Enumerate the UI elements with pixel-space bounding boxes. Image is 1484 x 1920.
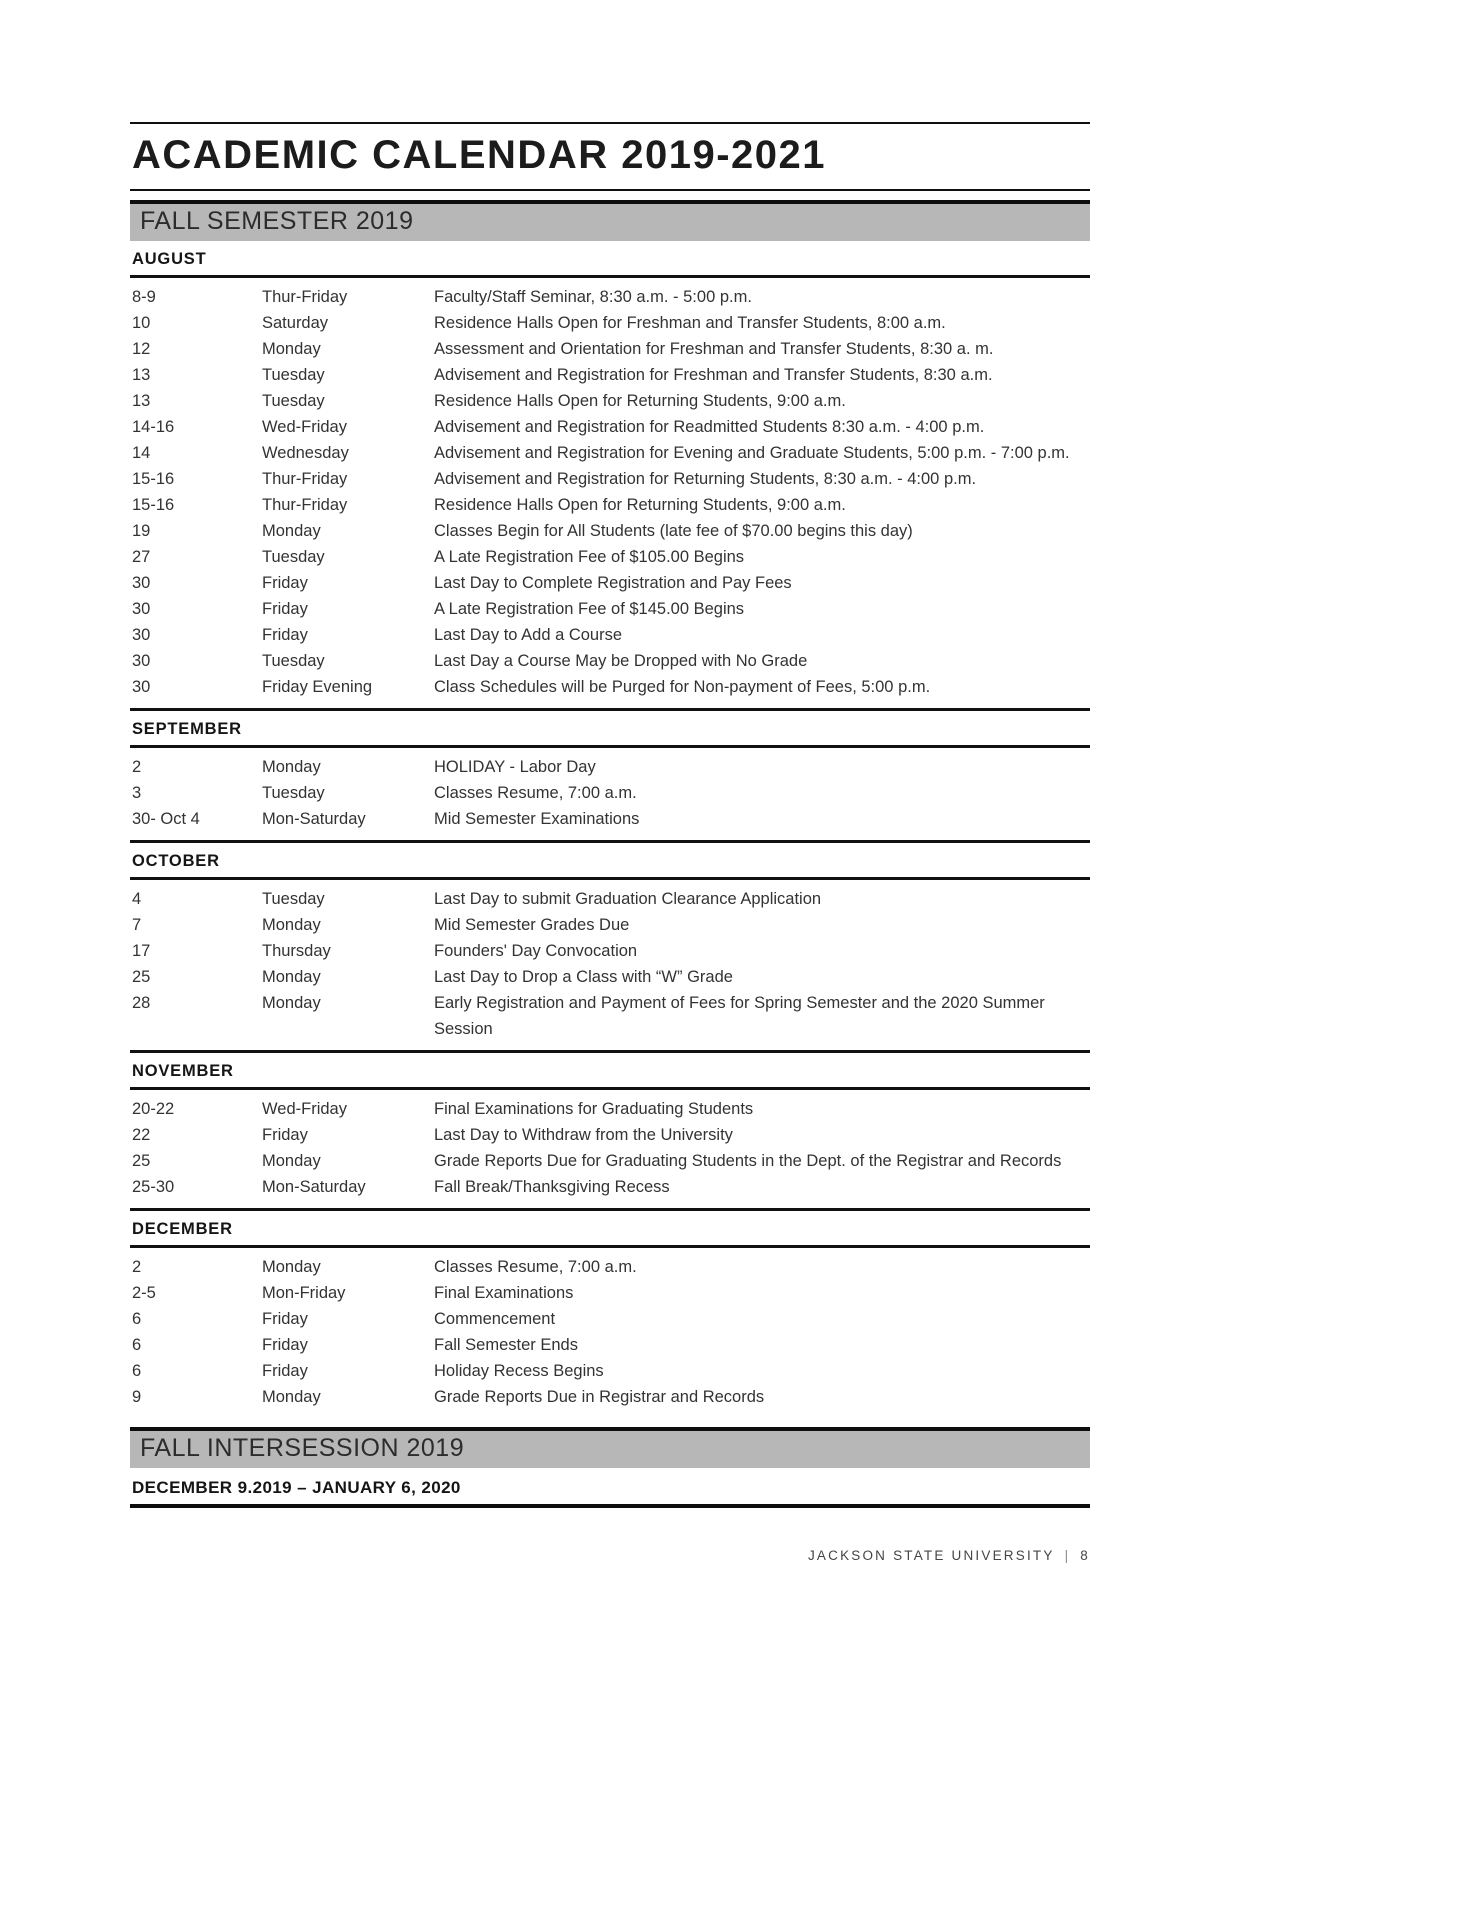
row-event: A Late Registration Fee of $105.00 Begins <box>434 548 745 566</box>
row-day: Monday <box>262 916 321 934</box>
row-event: Classes Resume, 7:00 a.m. <box>434 784 637 802</box>
section-heading-bar <box>130 200 1090 241</box>
intersession-dates: DECEMBER 9.2019 – JANUARY 6, 2020 <box>130 1468 1090 1508</box>
row-date: 4 <box>132 890 142 908</box>
row-date: 6 <box>132 1336 142 1354</box>
row-date: 14-16 <box>132 418 175 436</box>
calendar-row <box>130 964 1090 990</box>
row-event: Last Day to submit Graduation Clearance Application <box>434 890 822 908</box>
month-heading: OCTOBER <box>130 843 1090 880</box>
calendar-row <box>130 284 1090 310</box>
row-date: 2 <box>132 1258 142 1276</box>
row-event: HOLIDAY - Labor Day <box>434 758 596 776</box>
row-day: Monday <box>262 1258 321 1276</box>
row-event: Founders' Day Convocation <box>434 942 638 960</box>
month-heading: AUGUST <box>130 241 1090 278</box>
row-event: A Late Registration Fee of $145.00 Begins <box>434 600 745 618</box>
footer-separator: | <box>1064 1548 1071 1563</box>
row-day: Monday <box>262 340 321 358</box>
row-event: Holiday Recess Begins <box>434 1362 604 1380</box>
calendar-row <box>130 1280 1090 1306</box>
row-day: Friday <box>262 574 308 592</box>
calendar-row <box>130 1254 1090 1280</box>
row-date: 13 <box>132 366 151 384</box>
row-day: Monday <box>262 1388 321 1406</box>
month-rows <box>130 748 1090 840</box>
title-bottom-rule <box>130 189 1090 191</box>
calendar-row <box>130 938 1090 964</box>
row-date: 30 <box>132 678 151 696</box>
row-day: Wednesday <box>262 444 349 462</box>
calendar-row <box>130 414 1090 440</box>
calendar-row <box>130 362 1090 388</box>
row-day: Tuesday <box>262 366 325 384</box>
row-day: Monday <box>262 994 321 1012</box>
section-heading: FALL INTERSESSION 2019 <box>140 1434 465 1462</box>
row-date: 8-9 <box>132 288 156 306</box>
row-day: Friday <box>262 1126 308 1144</box>
row-event: Advisement and Registration for Evening and Graduate Students, 5:00 p.m. - 7:00 p.m. <box>434 444 1070 462</box>
row-date: 22 <box>132 1126 151 1144</box>
row-day: Tuesday <box>262 652 325 670</box>
calendar-row <box>130 912 1090 938</box>
month-block <box>130 708 1090 840</box>
row-day: Monday <box>262 1152 321 1170</box>
month-heading: NOVEMBER <box>130 1053 1090 1090</box>
row-date: 3 <box>132 784 142 802</box>
calendar-row <box>130 1358 1090 1384</box>
row-date: 25 <box>132 968 151 986</box>
calendar-sections <box>130 200 1090 1508</box>
calendar-row <box>130 466 1090 492</box>
footer-institution: JACKSON STATE UNIVERSITY <box>807 1548 1055 1563</box>
page-footer <box>130 1548 1090 1563</box>
row-event: Final Examinations <box>434 1284 574 1302</box>
row-event: Classes Begin for All Students (late fee of $70.00 begins this day) <box>434 522 913 540</box>
row-day: Friday <box>262 626 308 644</box>
row-day: Mon-Friday <box>262 1284 346 1302</box>
semester-section <box>130 200 1090 1418</box>
row-event: Residence Halls Open for Returning Students, 9:00 a.m. <box>434 392 846 410</box>
row-day: Wed-Friday <box>262 418 347 436</box>
row-date: 12 <box>132 340 151 358</box>
row-date: 7 <box>132 916 142 934</box>
row-date: 6 <box>132 1310 142 1328</box>
row-event: Final Examinations for Graduating Students <box>434 1100 754 1118</box>
row-date: 9 <box>132 1388 142 1406</box>
row-date: 19 <box>132 522 151 540</box>
row-event: Commencement <box>434 1310 556 1328</box>
months <box>130 241 1090 1418</box>
calendar-row <box>130 570 1090 596</box>
row-date: 14 <box>132 444 151 462</box>
row-date: 10 <box>132 314 151 332</box>
calendar-row <box>130 544 1090 570</box>
calendar-row <box>130 754 1090 780</box>
row-event: Early Registration and Payment of Fees for Spring Semester and the 2020 Summer Session <box>434 994 1045 1038</box>
row-event: Last Day a Course May be Dropped with No Grade <box>434 652 808 670</box>
calendar-row <box>130 336 1090 362</box>
month-heading: SEPTEMBER <box>130 711 1090 748</box>
calendar-row <box>130 1122 1090 1148</box>
month-rows <box>130 1090 1090 1208</box>
calendar-row <box>130 1174 1090 1200</box>
row-date: 15-16 <box>132 496 175 514</box>
row-event: Residence Halls Open for Freshman and Transfer Students, 8:00 a.m. <box>434 314 946 332</box>
row-event: Classes Resume, 7:00 a.m. <box>434 1258 637 1276</box>
section-heading-bar <box>130 1427 1090 1468</box>
row-day: Monday <box>262 968 321 986</box>
row-day: Thur-Friday <box>262 496 348 514</box>
row-event: Faculty/Staff Seminar, 8:30 a.m. - 5:00 p.m. <box>434 288 752 306</box>
row-event: Advisement and Registration for Readmitted Students 8:30 a.m. - 4:00 p.m. <box>434 418 985 436</box>
calendar-row <box>130 622 1090 648</box>
calendar-row <box>130 990 1090 1042</box>
calendar-row <box>130 310 1090 336</box>
row-event: Residence Halls Open for Returning Students, 9:00 a.m. <box>434 496 846 514</box>
section-heading: FALL SEMESTER 2019 <box>140 207 414 235</box>
row-event: Last Day to Complete Registration and Pay Fees <box>434 574 792 592</box>
calendar-row <box>130 1332 1090 1358</box>
row-date: 15-16 <box>132 470 175 488</box>
row-event: Assessment and Orientation for Freshman and Transfer Students, 8:30 a. m. <box>434 340 994 358</box>
row-day: Thur-Friday <box>262 288 348 306</box>
row-event: Mid Semester Examinations <box>434 810 640 828</box>
row-event: Advisement and Registration for Returning Students, 8:30 a.m. - 4:00 p.m. <box>434 470 977 488</box>
calendar-row <box>130 388 1090 414</box>
calendar-row <box>130 806 1090 832</box>
row-event: Fall Break/Thanksgiving Recess <box>434 1178 670 1196</box>
title-block <box>130 122 1090 191</box>
calendar-row <box>130 674 1090 700</box>
calendar-row <box>130 596 1090 622</box>
row-day: Monday <box>262 522 321 540</box>
row-event: Grade Reports Due for Graduating Students in the Dept. of the Registrar and Records <box>434 1152 1062 1170</box>
calendar-row <box>130 648 1090 674</box>
row-event: Mid Semester Grades Due <box>434 916 630 934</box>
row-day: Thursday <box>262 942 331 960</box>
row-day: Friday <box>262 1336 308 1354</box>
calendar-row <box>130 780 1090 806</box>
calendar-row <box>130 492 1090 518</box>
row-event: Last Day to Add a Course <box>434 626 623 644</box>
row-day: Friday <box>262 1362 308 1380</box>
row-event: Last Day to Drop a Class with “W” Grade <box>434 968 733 986</box>
row-event: Grade Reports Due in Registrar and Records <box>434 1388 765 1406</box>
calendar-row <box>130 1148 1090 1174</box>
row-day: Tuesday <box>262 784 325 802</box>
row-day: Saturday <box>262 314 329 332</box>
row-date: 2-5 <box>132 1284 156 1302</box>
row-event: Fall Semester Ends <box>434 1336 578 1354</box>
month-heading: DECEMBER <box>130 1211 1090 1248</box>
row-date: 30 <box>132 626 151 644</box>
row-day: Tuesday <box>262 548 325 566</box>
month-rows <box>130 278 1090 708</box>
month-block <box>130 1050 1090 1208</box>
row-event: Last Day to Withdraw from the University <box>434 1126 733 1144</box>
row-date: 13 <box>132 392 151 410</box>
row-date: 30 <box>132 574 151 592</box>
row-day: Friday Evening <box>262 678 373 696</box>
row-date: 2 <box>132 758 142 776</box>
row-date: 20-22 <box>132 1100 175 1118</box>
row-date: 6 <box>132 1362 142 1380</box>
row-day: Thur-Friday <box>262 470 348 488</box>
row-date: 25-30 <box>132 1178 175 1196</box>
calendar-row <box>130 1384 1090 1410</box>
row-event: Advisement and Registration for Freshman and Transfer Students, 8:30 a.m. <box>434 366 993 384</box>
calendar-row <box>130 518 1090 544</box>
row-day: Tuesday <box>262 890 325 908</box>
calendar-row <box>130 886 1090 912</box>
row-day: Friday <box>262 600 308 618</box>
row-date: 30 <box>132 652 151 670</box>
month-rows <box>130 880 1090 1050</box>
month-block <box>130 840 1090 1050</box>
row-day: Mon-Saturday <box>262 810 366 828</box>
row-date: 30 <box>132 600 151 618</box>
row-date: 17 <box>132 942 151 960</box>
row-date: 27 <box>132 548 151 566</box>
page-title: ACADEMIC CALENDAR 2019-2021 <box>132 133 826 177</box>
row-date: 28 <box>132 994 151 1012</box>
row-day: Friday <box>262 1310 308 1328</box>
calendar-row <box>130 440 1090 466</box>
row-day: Tuesday <box>262 392 325 410</box>
footer-page-number: 8 <box>1080 1548 1090 1563</box>
month-block <box>130 241 1090 708</box>
month-block <box>130 1208 1090 1418</box>
row-day: Wed-Friday <box>262 1100 347 1118</box>
intersession-section <box>130 1427 1090 1508</box>
row-event: Class Schedules will be Purged for Non-payment of Fees, 5:00 p.m. <box>434 678 931 696</box>
calendar-row <box>130 1096 1090 1122</box>
row-day: Monday <box>262 758 321 776</box>
calendar-row <box>130 1306 1090 1332</box>
row-day: Mon-Saturday <box>262 1178 366 1196</box>
row-date: 30- Oct 4 <box>132 810 200 828</box>
month-rows <box>130 1248 1090 1418</box>
row-date: 25 <box>132 1152 151 1170</box>
